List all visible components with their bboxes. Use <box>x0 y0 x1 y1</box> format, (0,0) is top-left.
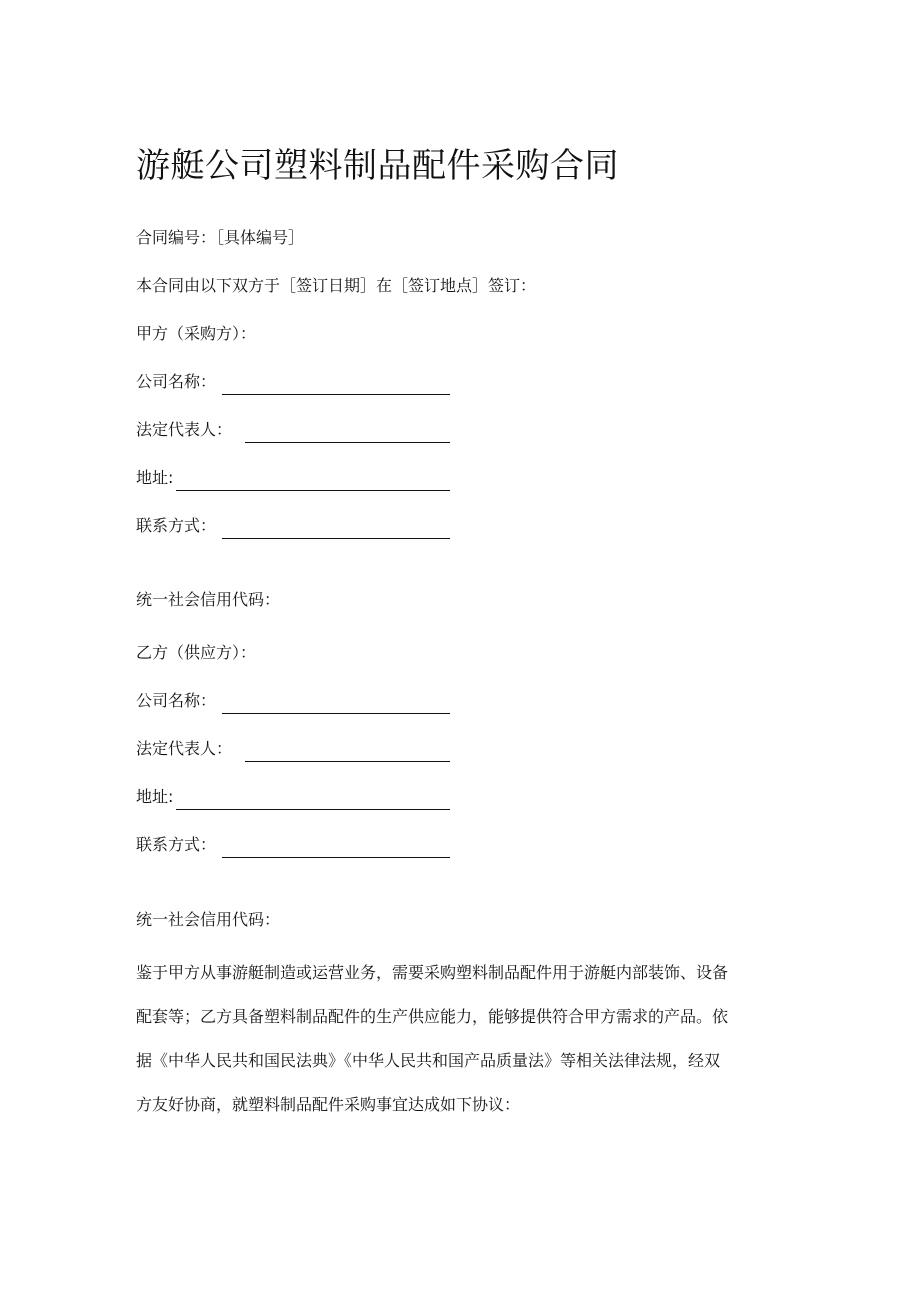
party-b-address-field[interactable] <box>136 787 451 807</box>
party-b-company-label: 公司名称： <box>136 691 217 710</box>
party-b-company-blank[interactable] <box>222 712 450 714</box>
party-b-address-blank[interactable] <box>176 808 450 810</box>
contract-intro: 本合同由以下双方于［签订日期］在［签订地点］签订： <box>136 276 537 295</box>
party-a-rep-field[interactable] <box>136 420 451 440</box>
preamble-paragraph <box>136 951 776 1127</box>
party-a-address-blank[interactable] <box>176 489 450 491</box>
party-b-rep-label: 法定代表人： <box>136 739 233 758</box>
party-b-rep-field[interactable] <box>136 739 451 759</box>
party-b-credit-code: 统一社会信用代码： <box>136 910 281 929</box>
party-b-contact-blank[interactable] <box>222 856 450 858</box>
party-a-address-field[interactable] <box>136 468 451 488</box>
party-a-company-blank[interactable] <box>222 393 450 395</box>
party-a-rep-label: 法定代表人： <box>136 420 233 439</box>
party-b-contact-field[interactable] <box>136 835 451 855</box>
party-b-heading: 乙方（供应方）： <box>136 643 257 662</box>
party-a-company-field[interactable] <box>136 372 451 392</box>
document-title: 游艇公司塑料制品配件采购合同 <box>136 146 619 186</box>
party-a-rep-blank[interactable] <box>245 441 450 443</box>
preamble-line: 方友好协商，就塑料制品配件采购事宜达成如下协议： <box>136 1095 521 1114</box>
party-b-company-field[interactable] <box>136 691 451 711</box>
party-a-credit-code: 统一社会信用代码： <box>136 590 281 609</box>
party-a-contact-label: 联系方式： <box>136 516 217 535</box>
preamble-line: 配套等；乙方具备塑料制品配件的生产供应能力，能够提供符合甲方需求的产品。依 <box>136 1007 729 1026</box>
party-b-rep-blank[interactable] <box>245 760 450 762</box>
party-a-address-label: 地址: <box>136 468 174 487</box>
preamble-line: 鉴于甲方从事游艇制造或运营业务，需要采购塑料制品配件用于游艇内部装饰、设备 <box>136 963 729 982</box>
preamble-line: 据《中华人民共和国民法典》《中华人民共和国产品质量法》等相关法律法规，经双 <box>136 1051 721 1070</box>
party-b-address-label: 地址: <box>136 787 174 806</box>
party-a-heading: 甲方（采购方）： <box>136 324 257 343</box>
party-a-contact-blank[interactable] <box>222 537 450 539</box>
party-a-company-label: 公司名称： <box>136 372 217 391</box>
party-b-contact-label: 联系方式： <box>136 835 217 854</box>
contract-number: 合同编号：［具体编号］ <box>136 228 305 247</box>
party-a-contact-field[interactable] <box>136 516 451 536</box>
